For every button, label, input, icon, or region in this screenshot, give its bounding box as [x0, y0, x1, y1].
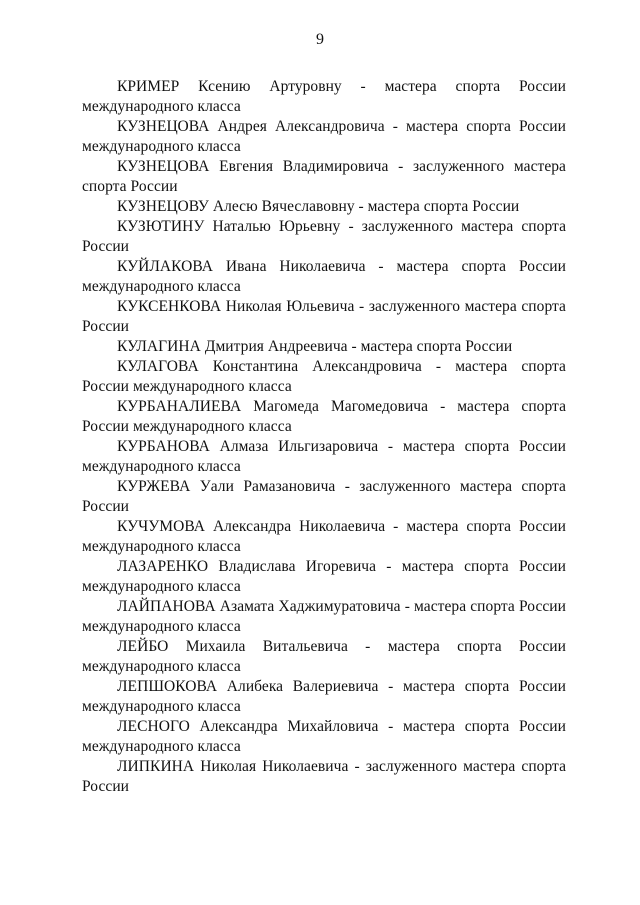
- award-list: [82, 77, 566, 797]
- list-item: КУЧУМОВА Александра Николаевича - мастера спорта России международного класса: [82, 518, 566, 555]
- list-item: КУЛАГОВА Константина Александровича - мастера спорта России международного класса: [82, 358, 566, 395]
- list-item: КУЗНЕЦОВА Андрея Александровича - мастера спорта России международного класса: [82, 118, 566, 155]
- list-item: ЛЕПШОКОВА Алибека Валериевича - мастера спорта России международного класса: [82, 678, 566, 715]
- list-item: ЛЕЙБО Михаила Витальевича - мастера спорта России международного класса: [82, 638, 566, 675]
- page-number: 9: [316, 31, 324, 48]
- list-item: КУЗНЕЦОВА Евгения Владимировича - заслуженного мастера спорта России: [82, 158, 566, 195]
- list-item: КУРЖЕВА Уали Рамазановича - заслуженного мастера спорта России: [82, 478, 566, 515]
- list-item: КУЛАГИНА Дмитрия Андреевича - мастера спорта России: [117, 338, 513, 355]
- list-item: КРИМЕР Ксению Артуровну - мастера спорта России международного класса: [82, 78, 566, 115]
- list-item: КУЙЛАКОВА Ивана Николаевича - мастера спорта России международного класса: [82, 258, 566, 295]
- list-item: КУРБАНАЛИЕВА Магомеда Магомедовича - мастера спорта России международного класса: [82, 398, 566, 435]
- list-item: КУЗЮТИНУ Наталью Юрьевну - заслуженного мастера спорта России: [82, 218, 566, 255]
- list-item: ЛЕСНОГО Александра Михайловича - мастера спорта России международного класса: [82, 718, 566, 755]
- list-item: КУЗНЕЦОВУ Алесю Вячеславовну - мастера спорта России: [117, 198, 520, 215]
- list-item: ЛАЙПАНОВА Азамата Хаджимуратовича - мастера спорта России международного класса: [82, 598, 566, 635]
- list-item: КУРБАНОВА Алмаза Ильгизаровича - мастера спорта России международного класса: [82, 438, 566, 475]
- list-item: ЛАЗАРЕНКО Владислава Игоревича - мастера спорта России международного класса: [82, 558, 566, 595]
- list-item: КУКСЕНКОВА Николая Юльевича - заслуженного мастера спорта России: [82, 298, 566, 335]
- list-item: ЛИПКИНА Николая Николаевича - заслуженного мастера спорта России: [82, 758, 566, 795]
